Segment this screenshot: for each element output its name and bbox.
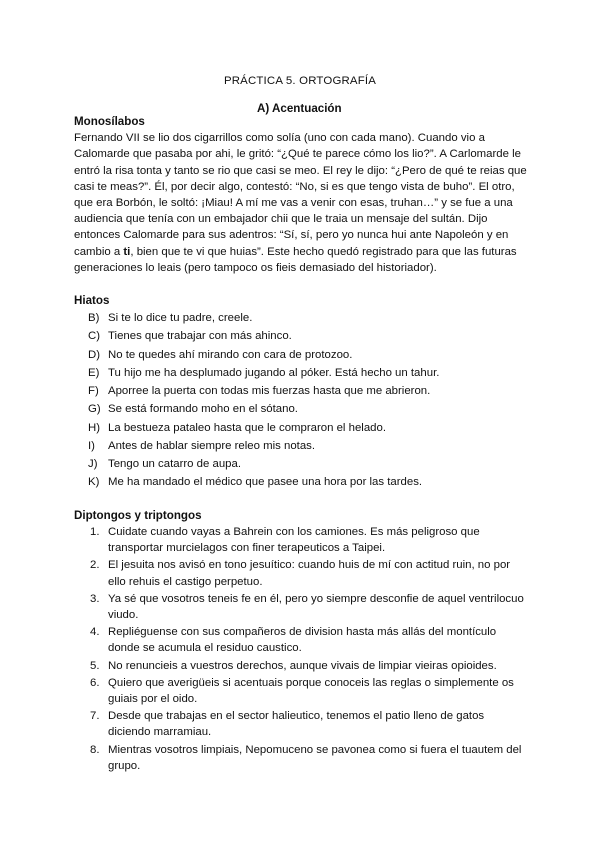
list-marker: 1. [90, 525, 100, 538]
list-marker: J) [88, 458, 98, 471]
list-marker: G) [88, 403, 101, 416]
list-item [74, 328, 529, 344]
list-item [74, 658, 529, 674]
list-item-text: No te quedes ahí mirando con cara de protozoo. [108, 348, 353, 361]
list-marker: I) [88, 439, 95, 452]
list-marker: E) [88, 366, 100, 379]
list-marker: 8. [90, 743, 100, 756]
list-item-text: El jesuita nos avisó en tono jesuítico: cuando huis de mí con actitud ruin, no por ello rehuis el castigo perpetuo. [108, 559, 511, 588]
list-marker: 7. [90, 710, 100, 723]
list-item-text: No renuncieis a vuestros derechos, aunque vivais de limpiar vieiras opioides. [108, 659, 497, 672]
list-item [74, 347, 529, 363]
diptongos-heading: Diptongos y triptongos [74, 508, 202, 522]
list-marker: H) [88, 421, 101, 434]
list-item-text: Aporree la puerta con todas mis fuerzas hasta que me abrieron. [108, 385, 431, 398]
document-body [74, 114, 529, 775]
list-item [74, 524, 529, 556]
list-item [74, 708, 529, 740]
list-marker: 6. [90, 676, 100, 689]
list-item [74, 742, 529, 774]
list-marker: 4. [90, 626, 100, 639]
list-item [74, 438, 529, 454]
list-marker: 2. [90, 559, 100, 572]
monosilabos-text-1: Fernando VII se lio dos cigarrillos como solía (uno con cada mano). Cuando vio a Calomarde que pasaba por ahi, le gritó: “¿Qué te parece cómo los lio?”. A Carlomarde le entró la risa tonta y tanto se rio que casi se meo. El rey le dijo: “¿Pero de qué te reias que casi te meas?”. Él, por decir algo, contestó: “No, si es que tengo vista de buho”. El otro, que era Borbón, le soltó: ¡Miau! A mí me vas a venir con esas, truhan…” y se fue a una audiencia que tenía con un embajador chii que le traia un mensaje del sultán. Dijo entonces Calomarde para sus adentros: “Sí, sí, pero yo nunca hui ante Napoleón y en cambio a [74, 132, 527, 258]
diptongos-list [74, 524, 529, 774]
list-marker: D) [88, 348, 101, 361]
list-marker: F) [88, 385, 99, 398]
list-marker: 3. [90, 592, 100, 605]
monosilabos-heading: Monosílabos [74, 115, 145, 128]
list-marker: 5. [90, 659, 100, 672]
list-item-text: Repliéguense con sus compañeros de division hasta más allás del montículo donde se acumula el residuo caustico. [108, 626, 497, 655]
section-title: A) Acentuación [257, 102, 342, 115]
hiatos-heading: Hiatos [74, 294, 110, 308]
list-item-text: Cuidate cuando vayas a Bahrein con los camiones. Es más peligroso que transportar murcielagos con finer terapeuticos a Taipei. [108, 525, 480, 555]
list-item [74, 557, 529, 589]
list-item-text: Se está formando moho en el sótano. [108, 403, 298, 416]
monosilabos-bold-word: ti [123, 245, 131, 258]
hiatos-list [74, 310, 529, 490]
list-marker: B) [88, 312, 100, 325]
list-item-text: Si te lo dice tu padre, creele. [108, 312, 253, 325]
list-item-text: Desde que trabajas en el sector halieutico, tenemos el patio lleno de gatos diciendo marramiau. [108, 710, 485, 739]
list-item-text: Tu hijo me ha desplumado jugando al póker. Está hecho un tahur. [108, 366, 440, 379]
list-item [74, 675, 529, 707]
list-marker: C) [88, 330, 101, 343]
list-item [74, 624, 529, 656]
monosilabos-paragraph [74, 130, 529, 276]
list-item-text: Tengo un catarro de aupa. [108, 458, 241, 471]
list-item [74, 456, 529, 472]
list-item-text: Antes de hablar siempre releo mis notas. [108, 439, 316, 452]
list-item-text: Tienes que trabajar con más ahinco. [108, 330, 292, 343]
list-item-text: Ya sé que vosotros teneis fe en él, pero yo siempre desconfie de aquel ventrilocuo viudo. [108, 592, 524, 621]
list-item-text: Mientras vosotros limpiais, Nepomuceno se pavonea como si fuera el tuautem del grupo. [108, 743, 522, 772]
list-marker: K) [88, 476, 100, 489]
list-item [74, 401, 529, 417]
page-title: PRÁCTICA 5. ORTOGRAFÍA [223, 75, 377, 87]
list-item [74, 474, 529, 490]
monosilabos-text-2: , bien que te vi que huias”. Este hecho quedó registrado para que las futuras generaciones lo leais (pero tampoco os fieis demasiado del historiador). [74, 245, 517, 274]
list-item-text: La bestueza pataleo hasta que le compraron el helado. [108, 421, 387, 434]
list-item [74, 310, 529, 326]
list-item-text: Me ha mandado el médico que pasee una hora por las tardes. [108, 476, 423, 489]
list-item-text: Quiero que averigüeis si acentuais porque conoceis las reglas o simplemente os guiais por el oido. [108, 676, 514, 705]
list-item [74, 591, 529, 623]
list-item [74, 365, 529, 381]
list-item [74, 383, 529, 399]
list-item [74, 420, 529, 436]
